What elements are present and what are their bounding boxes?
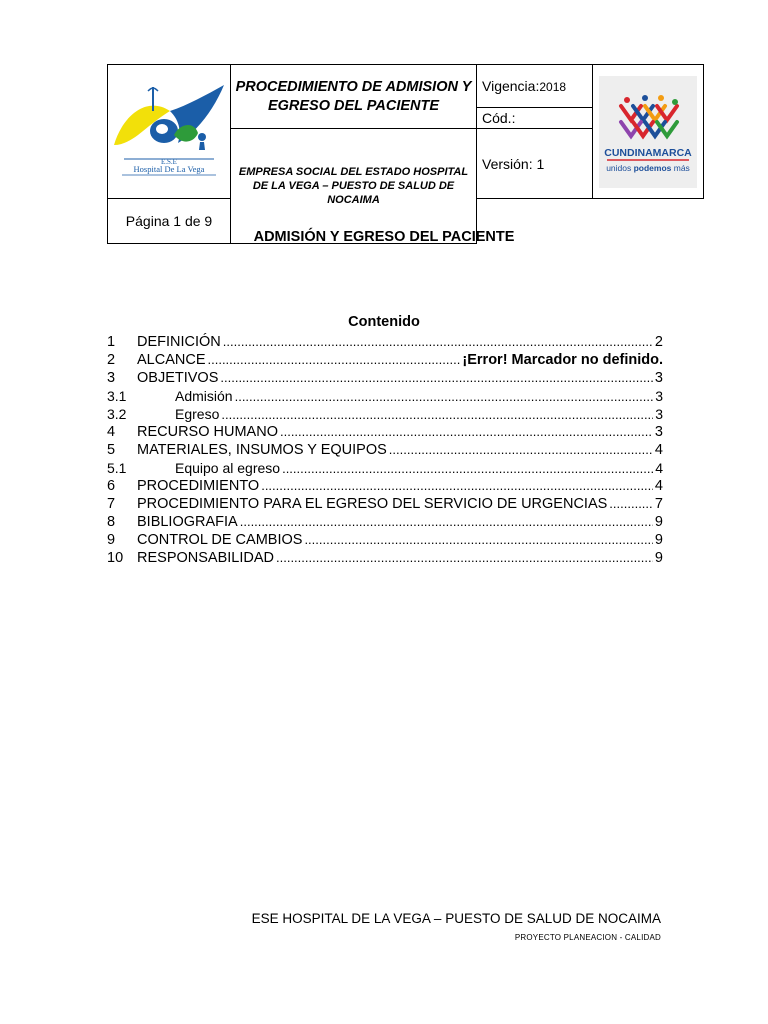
toc-page: 3 [654, 424, 663, 440]
toc-page: 4 [655, 460, 663, 476]
toc-leader [304, 531, 652, 549]
company-cell [231, 129, 477, 244]
version-cell [477, 129, 593, 199]
toc-page: 3 [654, 370, 663, 386]
footer-project: PROYECTO PLANEACION - CALIDAD [514, 933, 661, 942]
toc-number: 3.1 [107, 388, 127, 404]
toc-entry[interactable] [107, 333, 663, 351]
page-number: Página 1 de 9 [125, 213, 213, 229]
toc-page: 2 [654, 334, 663, 350]
toc-entry[interactable] [107, 441, 663, 459]
cundinamarca-logo-cell [593, 65, 704, 199]
toc-title: PROCEDIMIENTO PARA EL EGRESO DEL SERVICIO DE URGENCIAS [137, 496, 608, 512]
toc-number: 6 [107, 478, 116, 494]
toc-page: 3 [655, 406, 663, 422]
toc-entry[interactable] [107, 351, 663, 369]
toc-leader [220, 369, 653, 387]
toc-page: 4 [654, 478, 663, 494]
cod-label: Cód.: [482, 110, 516, 126]
toc-title: ALCANCE [137, 352, 206, 368]
toc-number: 5 [107, 442, 116, 458]
toc-title: CONTROL DE CAMBIOS [137, 532, 303, 548]
toc-page: 9 [654, 532, 663, 548]
cundinamarca-emblem-icon [599, 76, 697, 188]
toc-entry[interactable] [107, 477, 663, 495]
logo-hospital-text: Hospital De La Vega [133, 164, 205, 174]
cod-cell [477, 108, 593, 129]
procedure-title-cell [231, 65, 477, 129]
toc-title: MATERIALES, INSUMOS Y EQUIPOS [137, 442, 387, 458]
toc-page-error: ¡Error! Marcador no definido. [462, 352, 663, 368]
vigencia-label: Vigencia: [482, 78, 540, 94]
toc-leader [208, 351, 461, 369]
document-title: ADMISIÓN Y EGRESO DEL PACIENTE [253, 229, 515, 245]
vigencia-cell [477, 65, 593, 108]
toc-title: DEFINICIÓN [137, 334, 221, 350]
toc-subentry[interactable] [107, 459, 663, 477]
cundinamarca-logo [599, 76, 697, 188]
toc-number: 10 [107, 550, 124, 566]
document-header [107, 64, 704, 244]
toc-number: 1 [107, 334, 116, 350]
toc-number: 3 [107, 370, 116, 386]
toc-leader [282, 459, 653, 478]
toc-page: 9 [654, 514, 663, 530]
hospital-logo [108, 65, 230, 198]
toc-number: 2 [107, 352, 116, 368]
table-of-contents [107, 333, 663, 567]
toc-page: 3 [655, 388, 663, 404]
toc-number: 3.2 [107, 406, 127, 422]
toc-leader [609, 495, 653, 513]
footer-institution: ESE HOSPITAL DE LA VEGA – PUESTO DE SALUD DE NOCAIMA [251, 911, 661, 926]
toc-number: 5.1 [107, 460, 127, 476]
toc-number: 7 [107, 496, 116, 512]
toc-entry[interactable] [107, 531, 663, 549]
toc-title: Admisión [175, 388, 233, 404]
toc-leader [389, 441, 653, 459]
cundinamarca-text: CUNDINAMARCA [604, 146, 692, 159]
toc-title: PROCEDIMIENTO [137, 478, 260, 494]
toc-leader [221, 405, 653, 424]
toc-leader [261, 477, 653, 495]
toc-subentry[interactable] [107, 387, 663, 405]
version-label: Versión: 1 [482, 155, 545, 172]
toc-number: 8 [107, 514, 116, 530]
toc-page: 7 [654, 496, 663, 512]
toc-title: Egreso [175, 406, 220, 422]
slogan-text: unidos podemos más [606, 162, 690, 173]
toc-number: 9 [107, 532, 116, 548]
toc-entry[interactable] [107, 495, 663, 513]
hospital-logo-icon [108, 65, 230, 193]
toc-title: Equipo al egreso [175, 460, 281, 476]
logo-ese-text: E.S.E [161, 158, 177, 166]
toc-page: 9 [654, 550, 663, 566]
toc-page: 4 [654, 442, 663, 458]
toc-leader [223, 333, 653, 351]
toc-entry[interactable] [107, 423, 663, 441]
toc-leader [235, 387, 654, 406]
toc-title: BIBLIOGRAFIA [137, 514, 238, 530]
toc-number: 4 [107, 424, 116, 440]
toc-entry[interactable] [107, 369, 663, 387]
company-name: EMPRESA SOCIAL DEL ESTADO HOSPITAL DE LA VEGA – PUESTO DE SALUD DE NOCAIMA [238, 166, 469, 206]
vigencia-value: 2018 [539, 80, 567, 94]
toc-title: RESPONSABILIDAD [137, 550, 274, 566]
toc-title: RECURSO HUMANO [137, 424, 278, 440]
toc-heading: Contenido [348, 314, 420, 330]
toc-entry[interactable] [107, 549, 663, 567]
toc-entry[interactable] [107, 513, 663, 531]
toc-leader [280, 423, 653, 441]
toc-leader [276, 549, 653, 567]
procedure-title: PROCEDIMIENTO DE ADMISION Y EGRESO DEL PACIENTE [235, 78, 472, 114]
toc-leader [240, 513, 653, 531]
hospital-logo-cell [108, 65, 231, 199]
toc-title: OBJETIVOS [137, 370, 219, 386]
toc-subentry[interactable] [107, 405, 663, 423]
